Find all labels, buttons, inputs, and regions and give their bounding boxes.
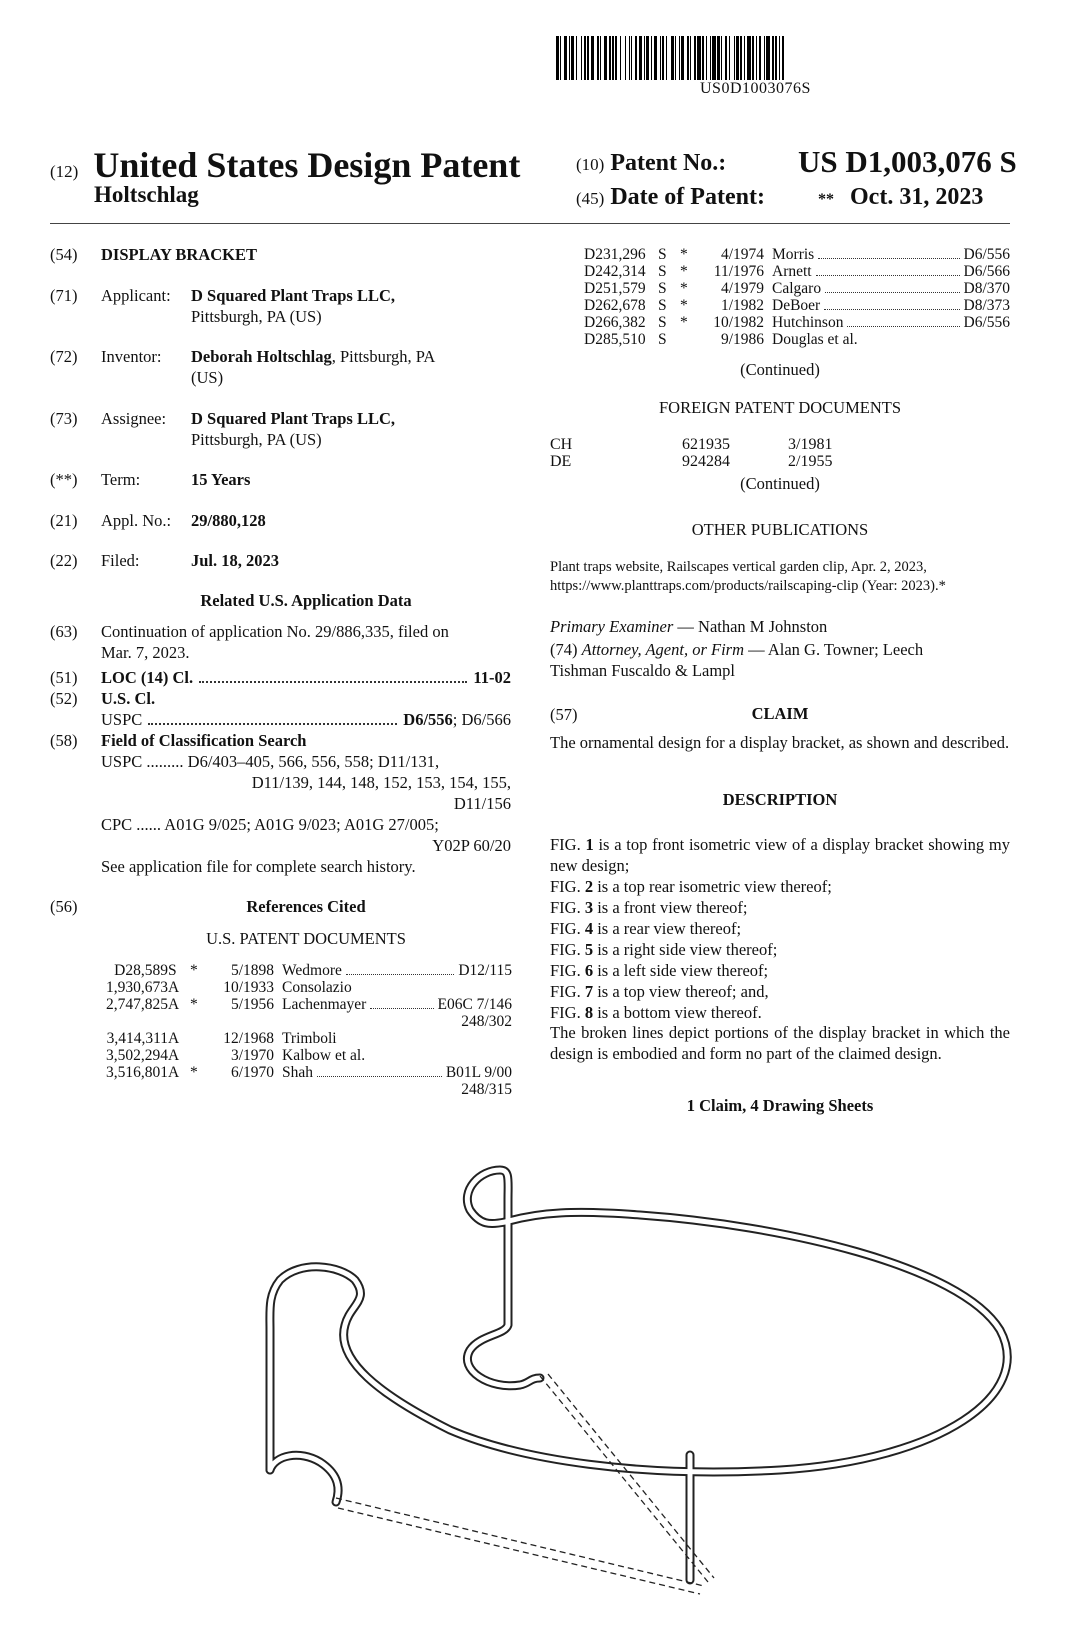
date-of-patent bbox=[818, 184, 983, 211]
field-code: (21) bbox=[50, 511, 78, 530]
reference-row: 3,502,294 A 3/1970 Kalbow et al. bbox=[106, 1047, 366, 1064]
display-bracket-figure bbox=[200, 1125, 1060, 1625]
reference-name: Wedmore bbox=[282, 962, 342, 979]
other-publication bbox=[550, 558, 1010, 596]
reference-name: Calgaro bbox=[772, 280, 822, 297]
attorney-code: (74) bbox=[550, 640, 578, 659]
us-patent-references-continued-table bbox=[584, 246, 1010, 348]
figure-descriptions bbox=[550, 834, 1010, 1023]
field-code: (**) bbox=[50, 470, 78, 489]
date-value: Oct. 31, 2023 bbox=[850, 184, 984, 210]
design-title: DISPLAY BRACKET bbox=[101, 245, 258, 264]
barcode-number: US0D1003076S bbox=[700, 80, 811, 97]
continued-note-2: (Continued) bbox=[740, 474, 820, 493]
field-search-uspc-3: D11/156 bbox=[453, 794, 511, 813]
references-heading: References Cited bbox=[246, 897, 366, 916]
assignee-label: Assignee: bbox=[101, 409, 167, 428]
continuation-date: Mar. 7, 2023. bbox=[101, 643, 190, 662]
loc-value: 11-02 bbox=[473, 668, 511, 687]
reference-class: D12/115 bbox=[458, 962, 512, 979]
date-label-text: Date of Patent: bbox=[610, 184, 765, 210]
field-code: (56) bbox=[50, 897, 78, 916]
description-heading: DESCRIPTION bbox=[722, 790, 838, 809]
reference-row-continued: 248/315 bbox=[461, 1081, 512, 1098]
field-code: (71) bbox=[50, 286, 78, 305]
examiner-line bbox=[550, 616, 1010, 637]
assignee-name: D Squared Plant Traps LLC, bbox=[191, 409, 396, 428]
term-label: Term: bbox=[101, 470, 141, 489]
inventor-location: , Pittsburgh, PA bbox=[331, 347, 436, 366]
loc-class-row bbox=[101, 667, 511, 688]
reference-name: DeBoer bbox=[772, 297, 821, 314]
attorney-label: Attorney, Agent, or Firm bbox=[581, 640, 745, 659]
reference-row: D251,579 S * 4/1979 Calgaro D8/370 bbox=[584, 280, 1010, 297]
reference-name: Lachenmayer bbox=[282, 996, 367, 1013]
field-search-label: Field of Classification Search bbox=[101, 731, 307, 750]
reference-row: 3,414,311 A 12/1968 Trimboli bbox=[106, 1030, 337, 1047]
foreign-patents-table bbox=[550, 436, 868, 470]
figure-description: FIG. 3 is a front view thereof; bbox=[550, 898, 748, 917]
field-search-uspc-2: D11/139, 144, 148, 152, 153, 154, 155, bbox=[251, 773, 511, 792]
attorney-name: — Alan G. Towner; Leech bbox=[748, 640, 924, 659]
uspc-secondary: ; D6/566 bbox=[452, 710, 511, 729]
inventor-name: Deborah Holtschlag bbox=[191, 347, 332, 366]
field-search-uspc-1: USPC ......... D6/403–405, 566, 556, 558; D11/131, bbox=[101, 752, 440, 771]
field-search-cpc-2: Y02P 60/20 bbox=[432, 836, 511, 855]
examiner-name: — Nathan M Johnston bbox=[677, 617, 828, 636]
reference-row-continued: 248/302 bbox=[461, 1013, 512, 1030]
reference-name: Arnett bbox=[772, 263, 812, 280]
type-code: (12) bbox=[50, 162, 79, 181]
continued-note: (Continued) bbox=[740, 360, 820, 379]
claim-code: (57) bbox=[550, 705, 578, 724]
date-of-patent-label bbox=[576, 184, 765, 211]
header-divider bbox=[50, 223, 1010, 224]
other-publications-heading: OTHER PUBLICATIONS bbox=[691, 520, 869, 539]
reference-name: Trimboli bbox=[282, 1030, 337, 1047]
field-code: (22) bbox=[50, 551, 78, 570]
inventor-value bbox=[191, 346, 435, 367]
us-patent-references-table bbox=[90, 962, 512, 1098]
reference-class: E06C 7/146 bbox=[437, 996, 512, 1013]
filed-label: Filed: bbox=[101, 551, 140, 570]
uspc-label: USPC bbox=[101, 710, 143, 729]
applicant-location: Pittsburgh, PA (US) bbox=[191, 307, 322, 326]
field-code: (72) bbox=[50, 347, 78, 366]
type-title: United States Design Patent bbox=[93, 145, 521, 185]
field-code: (58) bbox=[50, 731, 78, 750]
reference-row: 1,930,673 A 10/1933 Consolazio bbox=[106, 979, 352, 996]
patent-number: US D1,003,076 S bbox=[798, 144, 1017, 179]
date-code: (45) bbox=[576, 189, 605, 208]
reference-row: 3,516,801 A * 6/1970 Shah B01L 9/00 bbox=[106, 1064, 512, 1081]
attorney-firm: Tishman Fuscaldo & Lampl bbox=[550, 661, 736, 680]
loc-label: LOC (14) Cl. bbox=[101, 668, 194, 687]
field-code: (54) bbox=[50, 245, 78, 264]
reference-name: Kalbow et al. bbox=[282, 1047, 366, 1064]
patent-number-code: (10) bbox=[576, 155, 605, 174]
search-history-note: See application file for complete search history. bbox=[101, 857, 416, 876]
patent-number-label bbox=[576, 150, 726, 177]
applicant-label: Applicant: bbox=[101, 286, 171, 305]
reference-class: D6/566 bbox=[963, 263, 1010, 280]
reference-name: Morris bbox=[772, 246, 815, 263]
attorney-line bbox=[550, 639, 1010, 660]
field-code: (51) bbox=[50, 668, 78, 687]
figure-description: FIG. 2 is a top rear isometric view thereof; bbox=[550, 877, 832, 896]
examiner-label: Primary Examiner bbox=[550, 617, 674, 636]
field-code: (63) bbox=[50, 622, 78, 641]
field-code: (52) bbox=[50, 689, 78, 708]
uspc-primary: D6/556 bbox=[403, 710, 453, 729]
appl-no-value: 29/880,128 bbox=[191, 511, 266, 530]
uspc-row bbox=[101, 709, 511, 730]
filed-value: Jul. 18, 2023 bbox=[191, 551, 280, 570]
reference-row: D28,589 S * 5/1898 Wedmore D12/115 bbox=[114, 962, 512, 979]
reference-class: D6/556 bbox=[963, 314, 1010, 331]
figure-description: FIG. 6 is a left side view thereof; bbox=[550, 961, 769, 980]
appl-no-label: Appl. No.: bbox=[101, 511, 172, 530]
reference-class: D8/370 bbox=[963, 280, 1010, 297]
figure-description: FIG. 5 is a right side view thereof; bbox=[550, 940, 778, 959]
design-drawing bbox=[200, 1125, 1060, 1625]
figure-description: FIG. 8 is a bottom view thereof. bbox=[550, 1003, 762, 1022]
claim-text: The ornamental design for a display bracket, as shown and described. bbox=[550, 733, 1010, 752]
figure-description: FIG. 4 is a rear view thereof; bbox=[550, 919, 742, 938]
field-search-cpc-1: CPC ...... A01G 9/025; A01G 9/023; A01G 27/005; bbox=[101, 815, 439, 834]
patent-type-title bbox=[50, 144, 520, 186]
reference-row: D262,678 S * 1/1982 DeBoer D8/373 bbox=[584, 297, 1010, 314]
us-patent-docs-heading: U.S. PATENT DOCUMENTS bbox=[206, 929, 406, 948]
us-cl-label: U.S. Cl. bbox=[101, 689, 156, 708]
reference-row: D285,510 S 9/1986 Douglas et al. bbox=[584, 331, 858, 348]
reference-name: Douglas et al. bbox=[772, 331, 858, 348]
patent-number-label-text: Patent No.: bbox=[610, 150, 727, 176]
reference-class: B01L 9/00 bbox=[445, 1064, 512, 1081]
reference-name: Shah bbox=[282, 1064, 313, 1081]
figure-description: FIG. 1 is a top front isometric view of a display bracket showing my new design; bbox=[550, 835, 1010, 875]
reference-row: D231,296 S * 4/1974 Morris D6/556 bbox=[584, 246, 1010, 263]
inventor-label: Inventor: bbox=[101, 347, 162, 366]
foreign-reference-row: CH 621935 3/1981 bbox=[550, 436, 833, 453]
reference-row: D266,382 S * 10/1982 Hutchinson D6/556 bbox=[584, 314, 1010, 331]
claims-summary: 1 Claim, 4 Drawing Sheets bbox=[686, 1096, 874, 1115]
reference-name: Hutchinson bbox=[772, 314, 844, 331]
barcode bbox=[556, 36, 1012, 80]
related-data-heading: Related U.S. Application Data bbox=[200, 591, 412, 610]
reference-row: D242,314 S * 11/1976 Arnett D6/566 bbox=[584, 263, 1010, 280]
continuation-line: Continuation of application No. 29/886,335, filed on bbox=[101, 622, 449, 641]
reference-name: Consolazio bbox=[282, 979, 352, 996]
figure-description: FIG. 7 is a top view thereof; and, bbox=[550, 982, 769, 1001]
foreign-reference-row: DE 924284 2/1955 bbox=[550, 453, 833, 470]
date-marker: ** bbox=[818, 191, 834, 208]
applicant-name: D Squared Plant Traps LLC, bbox=[191, 286, 396, 305]
reference-class: D8/373 bbox=[963, 297, 1010, 314]
claim-heading: CLAIM bbox=[751, 704, 809, 723]
reference-class: D6/556 bbox=[963, 246, 1010, 263]
field-code: (73) bbox=[50, 409, 78, 428]
broken-lines-note: The broken lines depict portions of the display bracket in which the design is embodied and form no part of the claimed design. bbox=[550, 1023, 1010, 1063]
inventor-surname: Holtschlag bbox=[94, 182, 199, 207]
term-value: 15 Years bbox=[191, 470, 251, 489]
foreign-patent-docs-heading: FOREIGN PATENT DOCUMENTS bbox=[658, 398, 902, 417]
inventor-country: (US) bbox=[191, 368, 224, 387]
assignee-location: Pittsburgh, PA (US) bbox=[191, 430, 322, 449]
other-publication-line-2: https://www.planttraps.com/products/railscaping-clip (Year: 2023).* bbox=[550, 578, 946, 594]
other-publication-line-1: Plant traps website, Railscapes vertical garden clip, Apr. 2, 2023, bbox=[550, 559, 927, 575]
reference-row: 2,747,825 A * 5/1956 Lachenmayer E06C 7/146 bbox=[106, 996, 512, 1013]
